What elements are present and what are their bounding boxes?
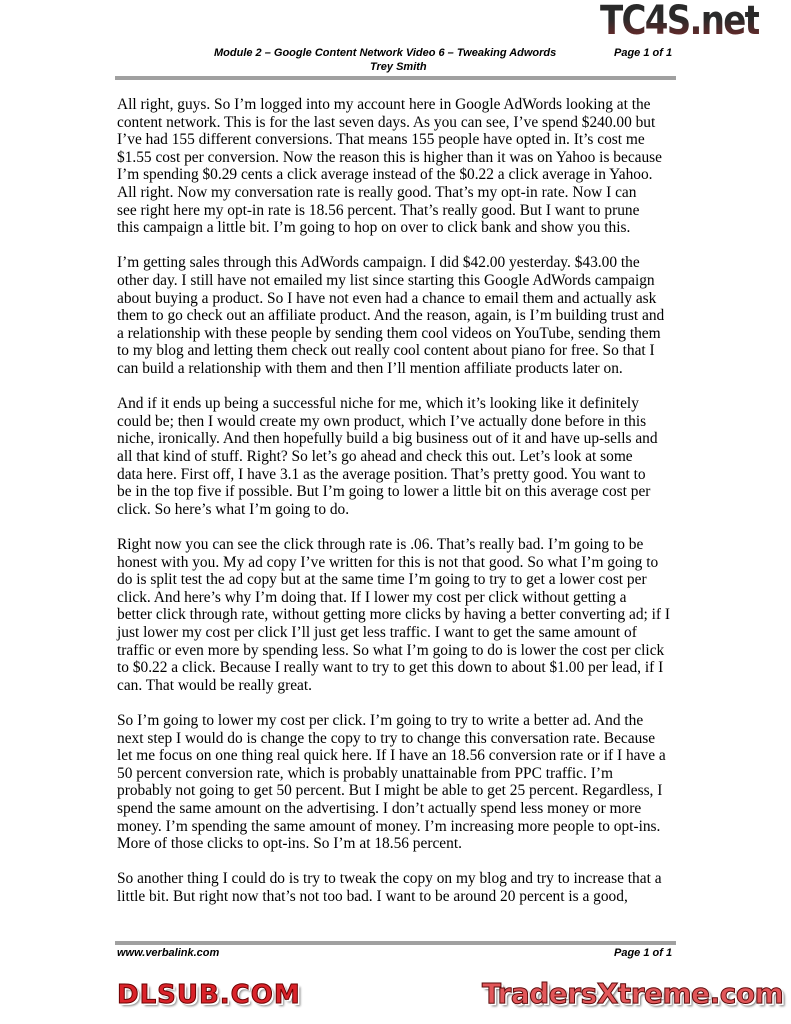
text-line: to $0.22 a click. Because I really want to try to get this down to about $1.00 per lead, if I — [117, 659, 664, 677]
text-line: $1.55 cost per conversion. Now the reason this is higher than it was on Yahoo is because — [117, 148, 662, 166]
paragraph — [117, 96, 697, 237]
paragraph — [117, 536, 697, 694]
paragraph — [117, 254, 697, 377]
text-line: next step I would do is change the copy to try to change this conversation rate. Because — [117, 729, 656, 747]
paragraph — [117, 870, 697, 905]
text-line: I’m getting sales through this AdWords campaign. I did $42.00 yesterday. $43.00 the — [117, 254, 640, 272]
text-line: And if it ends up being a successful niche for me, which it’s looking like it definitely — [117, 395, 639, 413]
text-line: other day. I still have not emailed my list since starting this Google AdWords campaign — [117, 271, 655, 289]
paragraph — [117, 712, 697, 853]
text-line: More of those clicks to opt-ins. So I’m at 18.56 percent. — [117, 835, 462, 853]
text-line: data here. First off, I have 3.1 as the average position. That’s pretty good. You want to — [117, 465, 646, 483]
text-line: them to go check out an affiliate product. And the reason, again, is I’m building trust and — [117, 307, 665, 325]
text-line: see right here my opt-in rate is 18.56 percent. That’s really good. But I want to prune — [117, 201, 640, 219]
text-line: spend the same amount on the advertising. I don’t actually spend less money or more — [117, 799, 642, 817]
text-line: this campaign a little bit. I’m going to hop on over to click bank and show you this. — [117, 219, 631, 237]
text-line: money. I’m spending the same amount of money. I’m increasing more people to opt-ins. — [117, 817, 661, 835]
text-line: So another thing I could do is try to tweak the copy on my blog and try to increase that a — [117, 870, 662, 888]
header-title: Module 2 – Google Content Network Video 6 – Tweaking Adwords — [214, 47, 557, 59]
text-line: click. And here’s why I’m doing that. If I lower my cost per click without getting a — [117, 588, 627, 606]
text-line: let me focus on one thing real quick here. If I have an 18.56 conversion rate or if I have a — [117, 747, 666, 765]
tc4s-watermark: TC4S.net — [600, 0, 760, 44]
paragraph — [117, 395, 697, 518]
text-line: click. So here’s what I’m going to do. — [117, 500, 350, 518]
text-line: just lower my cost per click I’ll just get less traffic. I want to get the same amount of — [117, 623, 637, 641]
tradersxtreme-watermark: TradersXtreme.com — [482, 977, 784, 1010]
text-line: better click through rate, without getting more clicks by having a better converting ad; if I — [117, 606, 671, 624]
text-line: I’m spending $0.29 cents a click average instead of the $0.22 a click average in Yahoo. — [117, 166, 653, 184]
text-line: content network. This is for the last seven days. As you can see, I’ve spend $240.00 but — [117, 113, 656, 131]
text-line: probably not going to get 50 percent. But I might be able to get 25 percent. Regardless, I — [117, 782, 663, 800]
text-line: be in the top five if possible. But I’m going to lower a little bit on this average cost per — [117, 483, 651, 501]
header-rule — [115, 76, 676, 80]
text-line: So I’m going to lower my cost per click. I’m going to try to write a better ad. And the — [117, 712, 644, 729]
footer-site: www.verbalink.com — [117, 947, 220, 959]
text-line: 50 percent conversion rate, which is probably unattainable from PPC traffic. I’m — [117, 764, 613, 782]
text-line: honest with you. My ad copy I’ve written for this is not that good. So what I’m going to — [117, 553, 659, 571]
text-line: niche, ironically. And then hopefully build a big business out of it and have up-sells and — [117, 430, 658, 448]
text-line: all that kind of stuff. Right? So let’s go ahead and check this out. Let’s look at some — [117, 447, 633, 465]
text-line: All right. Now my conversation rate is really good. That’s my opt-in rate. Now I can — [117, 183, 637, 201]
text-line: little bit. But right now that’s not too bad. I want to be around 20 percent is a good, — [117, 887, 628, 905]
text-line: can. That would be really great. — [117, 676, 313, 694]
footer-rule — [115, 941, 676, 945]
text-line: All right, guys. So I’m logged into my account here in Google AdWords looking at the — [117, 96, 651, 113]
text-line: do is split test the ad copy but at the same time I’m going to try to get a lower cost per — [117, 571, 647, 589]
text-line: could be; then I would create my own product, which I’ve actually done before in this — [117, 412, 647, 430]
header-author: Trey Smith — [370, 61, 427, 73]
dlsub-watermark: DLSUB.COM — [117, 980, 301, 1010]
text-line: about buying a product. So I have not even had a chance to email them and actually ask — [117, 289, 657, 307]
footer-page-number: Page 1 of 1 — [614, 947, 673, 959]
text-line: traffic or even more by spending less. So what I’m going to do is lower the cost per click — [117, 641, 665, 659]
header-page-number: Page 1 of 1 — [614, 47, 673, 59]
text-line: Right now you can see the click through rate is .06. That’s really bad. I’m going to be — [117, 536, 644, 553]
text-line: to my blog and letting them check out really cool content about piano for free. So that I — [117, 342, 655, 360]
text-line: I’ve had 155 different conversions. That means 155 people have opted in. It’s cost me — [117, 131, 645, 149]
text-line: can build a relationship with them and then I’ll mention affiliate products later on. — [117, 359, 623, 377]
text-line: a relationship with these people by sending them cool videos on YouTube, sending them — [117, 324, 661, 342]
